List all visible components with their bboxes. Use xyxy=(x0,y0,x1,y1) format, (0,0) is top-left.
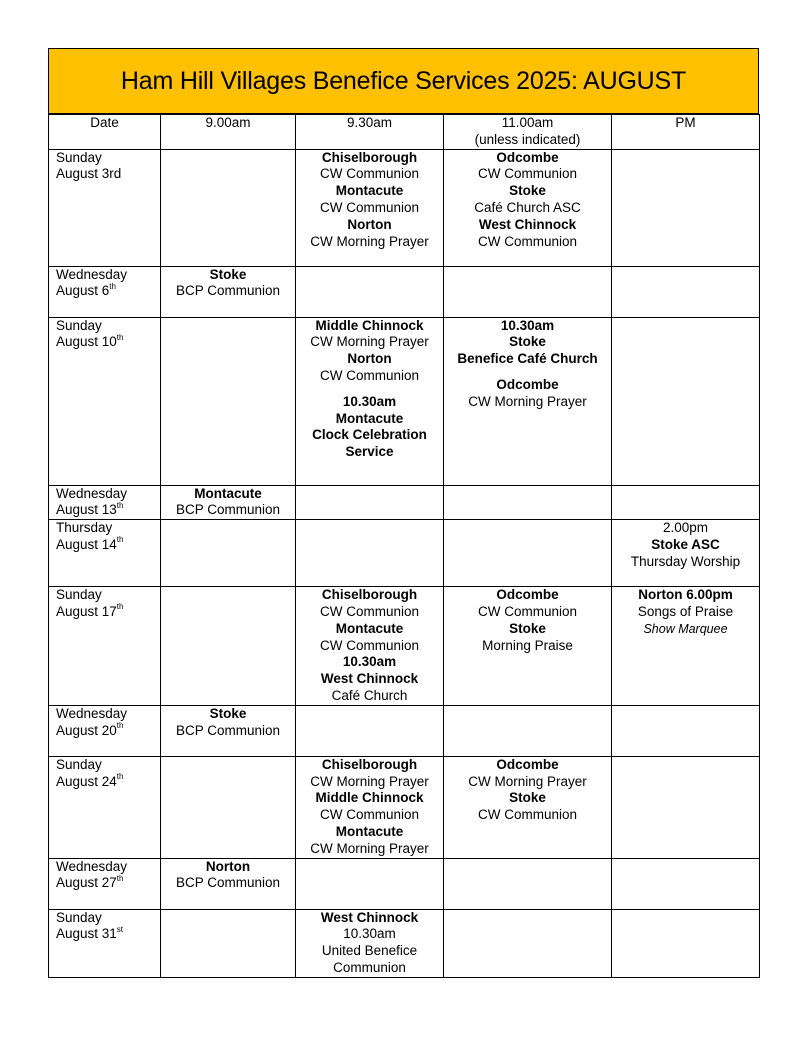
service-line: Thursday Worship xyxy=(630,553,741,569)
cell-930 xyxy=(296,149,444,266)
service-line: Chiselborough xyxy=(321,756,418,772)
table-row xyxy=(49,266,760,317)
date-text xyxy=(56,875,158,892)
cell-900 xyxy=(161,858,296,909)
table-row xyxy=(49,485,760,520)
cell-930 xyxy=(296,520,444,587)
cell-930 xyxy=(296,909,444,977)
cell-900 xyxy=(161,485,296,520)
service-line: United Benefice xyxy=(321,943,418,959)
day-name: Sunday xyxy=(56,909,102,925)
service-line: Benefice Café Church xyxy=(457,351,598,367)
header-date: Date xyxy=(49,115,161,150)
service-line: BCP Communion xyxy=(175,722,281,738)
service-line: West Chinnock xyxy=(320,909,419,925)
cell-900 xyxy=(161,756,296,858)
day-name: Sunday xyxy=(56,587,102,603)
date-text xyxy=(56,283,158,300)
service-line: Stoke ASC xyxy=(651,536,720,552)
service-line: Stoke xyxy=(509,790,546,806)
header-930: 9.30am xyxy=(296,115,444,150)
date-suffix: th xyxy=(116,873,124,883)
day-name: Sunday xyxy=(56,756,102,772)
date-text xyxy=(56,166,158,183)
service-line: Middle Chinnock xyxy=(315,317,424,333)
service-line: CW Communion xyxy=(477,603,578,619)
cell-900 xyxy=(161,705,296,756)
table-row xyxy=(49,149,760,266)
cell-pm xyxy=(612,266,760,317)
service-line: CW Morning Prayer xyxy=(310,840,429,856)
date-cell xyxy=(49,485,161,520)
date-value: August 6 xyxy=(56,283,110,299)
schedule-sheet xyxy=(48,48,759,978)
cell-pm xyxy=(612,520,760,587)
service-line: 2.00pm xyxy=(662,520,709,536)
table-row xyxy=(49,756,760,858)
cell-930 xyxy=(296,705,444,756)
service-line: Montacute xyxy=(194,485,262,501)
date-text xyxy=(56,537,158,554)
service-line: 10.30am xyxy=(500,317,555,333)
date-cell xyxy=(49,520,161,587)
service-line: Stoke xyxy=(509,620,546,636)
service-line: Montacute xyxy=(335,823,404,839)
table-row xyxy=(49,909,760,977)
service-line: Stoke xyxy=(509,334,546,350)
cell-930 xyxy=(296,587,444,706)
date-cell xyxy=(49,756,161,858)
service-line: 10.30am xyxy=(342,654,397,670)
header-900: 9.00am xyxy=(161,115,296,150)
day-name: Sunday xyxy=(56,317,102,333)
cell-1100 xyxy=(444,756,612,858)
service-line: Norton xyxy=(347,216,392,232)
cell-930 xyxy=(296,858,444,909)
day-name: Thursday xyxy=(56,520,113,536)
cell-900 xyxy=(161,149,296,266)
date-value: August 20 xyxy=(56,722,117,738)
service-line: Morning Praise xyxy=(482,637,573,653)
cell-900 xyxy=(161,266,296,317)
cell-900 xyxy=(161,909,296,977)
cell-900 xyxy=(161,587,296,706)
date-cell xyxy=(49,858,161,909)
cell-1100 xyxy=(444,909,612,977)
cell-pm xyxy=(612,705,760,756)
service-line: Middle Chinnock xyxy=(315,790,424,806)
service-line: Stoke xyxy=(209,705,247,721)
service-line: CW Communion xyxy=(477,807,578,823)
day-name: Wednesday xyxy=(56,266,128,282)
date-text xyxy=(56,723,158,740)
cell-pm xyxy=(612,756,760,858)
cell-1100 xyxy=(444,858,612,909)
service-line: CW Communion xyxy=(319,166,420,182)
day-name: Wednesday xyxy=(56,485,128,501)
service-line: West Chinnock xyxy=(320,671,419,687)
cell-1100 xyxy=(444,149,612,266)
service-line: Norton xyxy=(347,351,392,367)
header-1100-note: (unless indicated) xyxy=(474,131,581,147)
service-line: Odcombe xyxy=(496,149,559,165)
cell-900 xyxy=(161,520,296,587)
header-row xyxy=(49,115,760,150)
day-name: Wednesday xyxy=(56,705,128,721)
service-line: West Chinnock xyxy=(478,216,577,232)
service-line: CW Communion xyxy=(477,166,578,182)
service-line: CW Communion xyxy=(319,199,420,215)
date-suffix: th xyxy=(116,332,124,342)
table-row xyxy=(49,858,760,909)
date-value: August 13 xyxy=(56,502,117,518)
cell-pm xyxy=(612,909,760,977)
date-suffix: th xyxy=(116,721,124,731)
service-line: Montacute xyxy=(335,620,404,636)
date-suffix: th xyxy=(116,500,124,510)
service-line: Odcombe xyxy=(496,756,559,772)
service-line: Norton xyxy=(205,858,251,874)
date-value: August 24 xyxy=(56,773,117,789)
date-text xyxy=(56,334,158,351)
date-cell xyxy=(49,705,161,756)
service-line: Norton 6.00pm xyxy=(638,587,733,603)
cell-1100 xyxy=(444,705,612,756)
cell-900 xyxy=(161,317,296,485)
cell-1100 xyxy=(444,587,612,706)
cell-1100 xyxy=(444,266,612,317)
service-line: CW Morning Prayer xyxy=(468,773,587,789)
cell-930 xyxy=(296,485,444,520)
date-suffix: th xyxy=(116,772,124,782)
date-value: August 10 xyxy=(56,334,117,350)
date-value: August 27 xyxy=(56,875,117,891)
service-line: Stoke xyxy=(509,183,546,199)
service-line: BCP Communion xyxy=(175,875,281,891)
day-name: Wednesday xyxy=(56,858,128,874)
cell-pm xyxy=(612,485,760,520)
service-line: CW Communion xyxy=(319,637,420,653)
service-line: 10.30am xyxy=(343,926,396,942)
service-line: Service xyxy=(345,444,394,460)
cell-pm xyxy=(612,149,760,266)
service-line: CW Communion xyxy=(477,233,578,249)
header-1100-time: 11.00am xyxy=(501,115,554,130)
date-suffix: th xyxy=(116,535,124,545)
service-line: Stoke xyxy=(209,266,247,282)
date-text xyxy=(56,774,158,791)
service-line: Café Church ASC xyxy=(474,199,581,215)
day-name: Sunday xyxy=(56,149,102,165)
services-table xyxy=(48,114,760,978)
date-cell xyxy=(49,587,161,706)
date-text xyxy=(56,502,158,519)
spacer xyxy=(446,368,609,377)
date-value: August 14 xyxy=(56,536,117,552)
service-line: BCP Communion xyxy=(175,502,281,518)
table-row xyxy=(49,317,760,485)
table-row xyxy=(49,520,760,587)
cell-1100 xyxy=(444,485,612,520)
service-line: CW Communion xyxy=(319,367,420,383)
cell-pm xyxy=(612,858,760,909)
date-cell xyxy=(49,317,161,485)
service-line: Chiselborough xyxy=(321,587,418,603)
date-value: August 3rd xyxy=(56,166,122,182)
service-line: Odcombe xyxy=(496,587,559,603)
service-line: CW Communion xyxy=(319,807,420,823)
date-text xyxy=(56,604,158,621)
date-cell xyxy=(49,909,161,977)
service-line: CW Communion xyxy=(319,603,420,619)
page-title: Ham Hill Villages Benefice Services 2025: AUGUST xyxy=(48,48,759,114)
date-value: August 31 xyxy=(56,926,117,942)
service-line: 10.30am xyxy=(342,393,397,409)
cell-1100 xyxy=(444,520,612,587)
date-value: August 17 xyxy=(56,603,117,619)
date-suffix: th xyxy=(116,602,124,612)
service-line: CW Morning Prayer xyxy=(310,334,429,350)
service-line: Clock Celebration xyxy=(312,427,427,443)
date-cell xyxy=(49,149,161,266)
service-line: Chiselborough xyxy=(321,149,418,165)
header-1100 xyxy=(444,115,612,150)
service-line: Montacute xyxy=(335,410,404,426)
table-row xyxy=(49,705,760,756)
service-line: Show Marquee xyxy=(643,621,728,636)
cell-pm xyxy=(612,317,760,485)
service-line: CW Morning Prayer xyxy=(468,393,587,409)
service-line: Communion xyxy=(333,959,406,975)
service-line: Montacute xyxy=(335,183,404,199)
date-suffix: st xyxy=(116,924,124,934)
cell-930 xyxy=(296,266,444,317)
date-suffix: th xyxy=(109,281,116,291)
service-line: CW Morning Prayer xyxy=(310,773,429,789)
spacer xyxy=(298,385,441,394)
cell-pm xyxy=(612,587,760,706)
cell-1100 xyxy=(444,317,612,485)
cell-930 xyxy=(296,756,444,858)
header-pm: PM xyxy=(612,115,760,150)
date-text xyxy=(56,926,158,943)
service-line: Songs of Praise xyxy=(637,603,734,619)
service-line: Café Church xyxy=(331,687,408,703)
service-line: BCP Communion xyxy=(175,283,281,299)
date-cell xyxy=(49,266,161,317)
table-row xyxy=(49,587,760,706)
service-line: CW Morning Prayer xyxy=(310,233,429,249)
service-line: Odcombe xyxy=(496,376,559,392)
cell-930 xyxy=(296,317,444,485)
